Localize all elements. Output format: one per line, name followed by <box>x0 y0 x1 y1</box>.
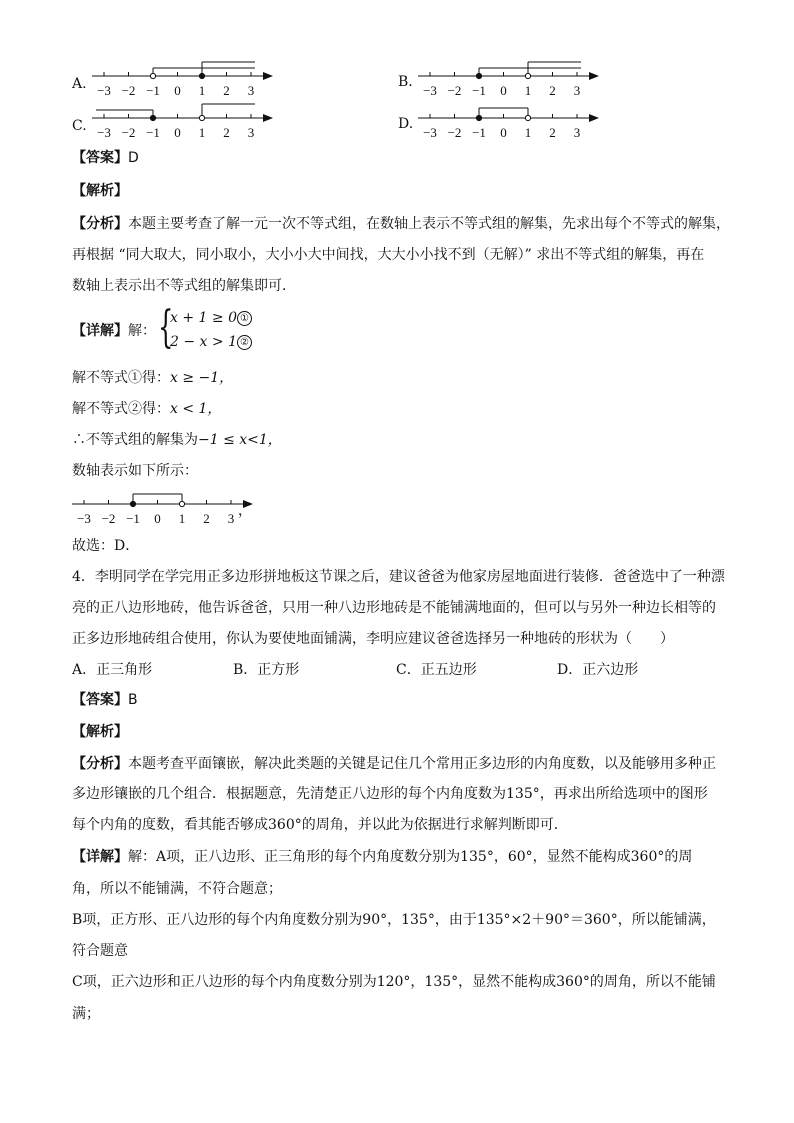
option-b-label: B. <box>398 74 413 90</box>
tick-label: 1 <box>524 125 532 140</box>
tick-label: 1 <box>178 511 186 526</box>
inequality-2 <box>170 334 252 350</box>
endpoint-a-dot <box>476 115 481 120</box>
axis-arrow <box>263 114 273 122</box>
option-d-label: D. <box>398 116 414 132</box>
tick-label: 0 <box>500 83 507 98</box>
tick-label: 2 <box>549 83 556 98</box>
q4-answer-row <box>72 690 138 710</box>
tick-label: 0 <box>154 511 161 526</box>
q3-step-3 <box>72 430 282 450</box>
answer-value: B <box>128 692 138 708</box>
detail-lead-text: 解： <box>128 323 156 339</box>
number-line-option-b <box>418 58 618 98</box>
q4-detail-c-line-2: 满； <box>72 1006 100 1022</box>
q4-option-a: A．正三角形 <box>72 662 153 678</box>
q3-analysis-line-2: 再根据 “同大取大，同小取小，大小小大中间找，大大小小找不到（无解）” 求出不等式组的解集，再在 <box>72 247 705 263</box>
q4-option-d: D．正六边形 <box>557 662 639 678</box>
endpoint-b-dot <box>199 115 204 120</box>
tick-label: −2 <box>447 83 462 98</box>
inequality-2-text: 2 − x > 1 <box>170 334 237 350</box>
step-2-label: 解不等式②得： <box>72 401 170 417</box>
answer-tag: 【答案】 <box>72 692 128 708</box>
q4-option-c: C．正五边形 <box>396 662 477 678</box>
tick-label: −1 <box>146 125 160 140</box>
endpoint-b-dot <box>525 73 530 78</box>
circled-2: ② <box>237 335 252 350</box>
q4-stem-line-1: 4．李明同学在学完用正多边形拼地板这节课之后，建议爸爸为他家房屋地面进行装修．爸爸选中了一种漂 <box>72 569 725 585</box>
tick-label: −3 <box>97 125 111 140</box>
detail-tag: 【详解】 <box>72 849 128 865</box>
tick-label: −3 <box>97 83 111 98</box>
endpoint-a-dot <box>476 73 481 78</box>
option-a-label: A. <box>72 76 87 92</box>
q4-option-b: B．正方形 <box>233 662 300 678</box>
tick-label: 3 <box>227 511 235 526</box>
step-1-math: x ≥ −1， <box>170 370 234 386</box>
q3-step-1 <box>72 368 233 388</box>
step-3-label: ∴不等式组的解集为 <box>72 432 198 448</box>
tick-label: −1 <box>146 83 160 98</box>
step-3-math: −1 ≤ x<1， <box>198 432 282 448</box>
tick-label: 2 <box>203 511 210 526</box>
endpoint-b-dot <box>525 115 530 120</box>
tick-label: 0 <box>500 125 507 140</box>
axis-arrow <box>263 72 273 80</box>
q4-analysis-line-1 <box>72 754 716 774</box>
tick-label: −2 <box>121 83 136 98</box>
tick-label: 0 <box>174 125 181 140</box>
analysis-text: 本题主要考查了解一元一次不等式组，在数轴上表示不等式组的解集，先求出每个不等式的解集， <box>128 216 730 232</box>
solution-comma: ， <box>238 503 252 519</box>
axis-arrow <box>589 114 599 122</box>
tick-label: 0 <box>174 83 181 98</box>
q4-stem-line-2: 亮的正八边形地砖，他告诉爸爸，只用一种八边形地砖是不能铺满地面的，但可以与另外一种边长相等的 <box>72 600 716 616</box>
q4-detail-a-line-2: 角，所以不能铺满，不符合题意； <box>72 881 282 897</box>
tick-label: 3 <box>573 125 581 140</box>
inequality-1-text: x + 1 ≥ 0 <box>170 310 237 326</box>
q4-detail-c-line-1: C项，正六边形和正八边形的每个内角度数分别为120°，135°，显然不能构成360°的周角，所以不能铺 <box>72 974 716 990</box>
q4-analysis-line-3: 每个内角的度数，看其能否够成360°的周角，并以此为依据进行求解判断即可． <box>72 817 568 833</box>
inequality-1 <box>170 310 252 326</box>
analysis-tag: 【分析】 <box>72 756 128 772</box>
tick-label: 2 <box>223 125 230 140</box>
tick-label: −1 <box>126 511 140 526</box>
tick-label: −3 <box>423 125 437 140</box>
jiexi-tag: 【解析】 <box>72 183 128 199</box>
number-line-option-a <box>92 58 292 98</box>
tick-label: 1 <box>524 83 532 98</box>
tick-label: 2 <box>223 83 230 98</box>
endpoint-b-dot <box>179 501 184 506</box>
analysis-text: 本题考查平面镶嵌，解决此类题的关键是记住几个常用正多边形的内角度数，以及能够用多种正 <box>128 756 716 772</box>
system-brace: { <box>158 302 174 353</box>
q4-analysis-line-2: 多边形镶嵌的几个组合．根据题意，先清楚正八边形的每个内角度数为135°，再求出所给选项中的图形 <box>72 786 708 802</box>
endpoint-a-dot <box>150 115 155 120</box>
tick-label: 1 <box>198 83 206 98</box>
analysis-tag: 【分析】 <box>72 216 128 232</box>
step-1-label: 解不等式①得： <box>72 370 170 386</box>
endpoint-b-dot <box>199 73 204 78</box>
q3-detail-lead <box>72 321 156 341</box>
tick-label: 2 <box>549 125 556 140</box>
q3-choose: 故选：D． <box>72 538 140 554</box>
circled-1: ① <box>237 311 252 326</box>
endpoint-a-dot <box>130 501 135 506</box>
endpoint-a-dot <box>150 73 155 78</box>
tick-label: −1 <box>472 83 486 98</box>
axis-arrow <box>589 72 599 80</box>
tick-label: −1 <box>472 125 486 140</box>
q3-step-4: 数轴表示如下所示： <box>72 463 198 479</box>
tick-label: −3 <box>77 511 91 526</box>
q4-detail-b-line-1: B项，正方形、正八边形的每个内角度数分别为90°，135°，由于135°×2＋90°＝360°，所以能铺满， <box>72 912 716 928</box>
number-line-option-d <box>418 100 618 140</box>
tick-label: −2 <box>121 125 136 140</box>
q3-step-2 <box>72 399 221 419</box>
tick-label: 1 <box>198 125 206 140</box>
tick-label: −3 <box>423 83 437 98</box>
tick-label: −2 <box>447 125 462 140</box>
tick-label: 3 <box>247 83 255 98</box>
jiexi-tag: 【解析】 <box>72 724 128 740</box>
tick-label: 3 <box>573 83 581 98</box>
q4-detail-b-line-2: 符合题意 <box>72 943 128 959</box>
q3-answer-row <box>72 148 139 168</box>
tick-label: 3 <box>247 125 255 140</box>
option-c-label: C. <box>72 118 87 134</box>
q3-analysis-line-3: 数轴上表示出不等式组的解集即可． <box>72 278 296 294</box>
q4-detail-a-line-1 <box>72 847 692 867</box>
answer-tag: 【答案】 <box>72 150 128 166</box>
answer-value: D <box>128 150 139 166</box>
tick-label: −2 <box>101 511 116 526</box>
number-line-option-c <box>92 100 292 140</box>
detail-tag: 【详解】 <box>72 323 128 339</box>
q4-stem-line-3: 正多边形地砖组合使用，你认为要使地面铺满，李明应建议爸爸选择另一种地砖的形状为（ ） <box>72 631 674 647</box>
q3-analysis-line-1 <box>72 214 730 234</box>
detail-a-text: 解：A项，正八边形、正三角形的每个内角度数分别为135°，60°，显然不能构成360°的周 <box>128 849 693 865</box>
step-2-math: x < 1， <box>170 401 222 417</box>
